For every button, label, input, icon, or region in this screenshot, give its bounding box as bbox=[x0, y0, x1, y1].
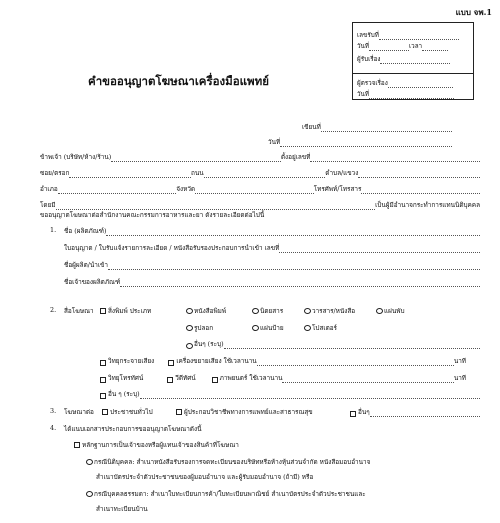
license-field[interactable] bbox=[279, 246, 480, 253]
print-other-label: อื่นๆ (ระบุ) bbox=[194, 340, 224, 348]
applicant-name-field[interactable] bbox=[111, 155, 281, 162]
audio-minutes-label: นาที bbox=[453, 357, 466, 365]
poster-option bbox=[304, 323, 337, 333]
juristic-radio[interactable] bbox=[86, 459, 93, 465]
person-option bbox=[86, 489, 366, 499]
checker-line bbox=[357, 78, 453, 88]
subdistrict-field[interactable] bbox=[358, 171, 480, 178]
owner-label: ชื่อเจ้าของผลิตภัณฑ์ bbox=[64, 278, 121, 286]
public-option bbox=[102, 407, 153, 417]
newspaper-radio[interactable] bbox=[186, 308, 193, 314]
representative-line bbox=[40, 200, 480, 210]
public-checkbox[interactable] bbox=[102, 409, 108, 415]
phone-field[interactable] bbox=[361, 187, 480, 194]
product-name-label: ชื่อ (ผลิตภัณฑ์) bbox=[64, 227, 107, 235]
written-at-line bbox=[302, 122, 452, 132]
date-line bbox=[268, 137, 452, 147]
section-3-number: 3. bbox=[50, 407, 57, 415]
brochure-option bbox=[376, 306, 405, 316]
newspaper-label: หนังสือพิมพ์ bbox=[194, 307, 227, 315]
media-other-checkbox[interactable] bbox=[100, 393, 106, 399]
receipt-date-label: วันที่ bbox=[357, 43, 369, 50]
magazine-option bbox=[252, 306, 283, 316]
written-at-label: เขียนที่ bbox=[302, 123, 321, 131]
applicant-name-label: ข้าพเจ้า (บริษัท/ห้าง/ร้าน) bbox=[40, 153, 112, 161]
professional-label: ผู้ประกอบวิชาชีพทางการแพทย์และสาธารณสุข bbox=[184, 408, 313, 416]
manufacturer-field[interactable] bbox=[108, 263, 480, 270]
sticker-radio[interactable] bbox=[186, 325, 193, 331]
movie-minutes-field[interactable] bbox=[282, 376, 453, 383]
print-other-radio[interactable] bbox=[186, 343, 193, 349]
poster-radio[interactable] bbox=[304, 325, 311, 331]
video-label: วีดีทัศน์ bbox=[175, 374, 196, 382]
audio-minutes-field[interactable] bbox=[257, 359, 454, 366]
target-other-label: อื่นๆ bbox=[358, 408, 370, 416]
magazine-label: นิตยสาร bbox=[260, 307, 284, 315]
banner-label: แผ่นป้าย bbox=[260, 324, 284, 332]
brochure-label: แผ่นพับ bbox=[384, 307, 405, 315]
section-2-number: 2. bbox=[50, 306, 57, 314]
sticker-label: รูปลอก bbox=[194, 324, 214, 332]
media-label: สื่อโฆษณา bbox=[64, 307, 94, 315]
juristic-continued: สำเนาบัตรประจำตัวประชาชนของผู้มอบอำนาจ และผู้รับมอบอำนาจ (ถ้ามี) หรือ bbox=[96, 473, 314, 481]
journal-radio[interactable] bbox=[304, 308, 311, 314]
tv-checkbox[interactable] bbox=[100, 377, 106, 383]
brochure-radio[interactable] bbox=[376, 308, 383, 314]
by-label: โดยมี bbox=[40, 201, 56, 209]
alley-label: ซอย/ตรอก bbox=[40, 169, 70, 177]
banner-option bbox=[252, 323, 284, 333]
person-label: กรณีบุคคลธรรมดา: สำเนาใบทะเบียนการค้า/ใบทะเบียนพาณิชย์ สำเนาบัตรประจำตัวประชาชนและ bbox=[94, 490, 366, 498]
journal-label: วารสาร/หนังสือ bbox=[312, 307, 356, 315]
radio-checkbox[interactable] bbox=[100, 360, 106, 366]
owner-proof-option bbox=[74, 440, 239, 450]
receipt-divider bbox=[353, 73, 473, 74]
owner-proof-checkbox[interactable] bbox=[74, 442, 80, 448]
written-at-field[interactable] bbox=[321, 125, 452, 132]
district-line bbox=[40, 184, 480, 194]
check-date-label: วันที่ bbox=[357, 91, 369, 98]
license-line bbox=[64, 243, 480, 253]
province-label: จังหวัด bbox=[176, 185, 196, 193]
video-checkbox[interactable] bbox=[167, 377, 173, 383]
print-checkbox[interactable] bbox=[100, 308, 106, 314]
receipt-time-label: เวลา bbox=[409, 43, 423, 50]
representative-field[interactable] bbox=[56, 203, 376, 210]
subdistrict-label: ตำบล/แขวง bbox=[325, 169, 359, 177]
road-label: ถนน bbox=[191, 169, 204, 177]
banner-radio[interactable] bbox=[252, 325, 259, 331]
section-4-number: 4. bbox=[50, 424, 57, 432]
date-label: วันที่ bbox=[268, 138, 281, 146]
owner-field[interactable] bbox=[120, 280, 480, 287]
district-field[interactable] bbox=[58, 187, 177, 194]
juristic-option bbox=[86, 457, 370, 467]
magazine-radio[interactable] bbox=[252, 308, 259, 314]
applicant-line bbox=[40, 152, 480, 162]
check-date-line bbox=[357, 89, 454, 99]
movie-label: ภาพยนตร์ ใช้เวลานาน bbox=[219, 374, 283, 382]
audio-device-checkbox[interactable] bbox=[168, 360, 174, 366]
person-radio[interactable] bbox=[86, 491, 93, 497]
product-name-line bbox=[64, 226, 480, 236]
tv-label: วิทยุโทรทัศน์ bbox=[108, 374, 144, 382]
alley-field[interactable] bbox=[69, 171, 191, 178]
journal-option bbox=[304, 306, 355, 316]
section-1-number: 1. bbox=[50, 226, 57, 234]
request-text: ขออนุญาตโฆษณาต่อสำนักงานคณะกรรมการอาหารและยา ดังรายละเอียดต่อไปนี้ bbox=[40, 211, 265, 219]
owner-proof-label: หลักฐานการเป็นเจ้าของหรือผู้แทนเจ้าของสินค้าที่โฆษณา bbox=[82, 441, 239, 449]
person-continued: สำเนาทะเบียนบ้าน bbox=[96, 505, 148, 513]
receipt-date-line bbox=[357, 41, 448, 51]
radio-label: วิทยุกระจายเสียง bbox=[108, 357, 155, 365]
owner-line bbox=[64, 277, 480, 287]
movie-checkbox[interactable] bbox=[212, 377, 218, 383]
tv-line bbox=[100, 373, 466, 383]
date-field[interactable] bbox=[280, 140, 452, 147]
media-other-label: อื่น ๆ (ระบุ) bbox=[108, 390, 140, 398]
evidence-label: ได้แนบเอกสารประกอบการขออนุญาตโฆษณาดังนี้ bbox=[64, 425, 202, 433]
province-field[interactable] bbox=[195, 187, 314, 194]
check-date-field[interactable] bbox=[369, 92, 454, 99]
product-name-field[interactable] bbox=[106, 229, 480, 236]
road-field[interactable] bbox=[204, 171, 326, 178]
manufacturer-line bbox=[64, 260, 480, 270]
district-label: อำเภอ bbox=[40, 185, 58, 193]
checker-field[interactable] bbox=[388, 81, 453, 88]
media-other-field[interactable] bbox=[140, 392, 480, 399]
receipt-no-field[interactable] bbox=[379, 33, 459, 40]
target-other-field[interactable] bbox=[370, 410, 480, 417]
receipt-date-field[interactable] bbox=[369, 44, 409, 51]
juristic-label: กรณีนิติบุคคล: สำเนาหนังสือรับรองการจดทะเบียนของบริษัทหรือห้างหุ้นส่วนจำกัด หนังสือมอบอำนาจ bbox=[94, 458, 371, 466]
professional-option bbox=[176, 407, 313, 417]
media-other-line bbox=[100, 389, 480, 399]
address-no-field[interactable] bbox=[310, 155, 480, 162]
audio-device-label: เครื่องขยายเสียง ใช้เวลานาน bbox=[176, 357, 257, 365]
form-code: แบบ จพ.1 bbox=[455, 7, 492, 17]
representative-label: เป็นผู้มีอำนาจกระทำการแทนนิติบุคคล bbox=[375, 201, 480, 209]
license-label: ใบอนุญาต / ใบรับแจ้งรายการละเอียด / หนังสือรับรองประกอบการนำเข้า เลขที่ bbox=[64, 244, 280, 252]
target-label: โฆษณาต่อ bbox=[64, 408, 94, 416]
newspaper-option bbox=[186, 306, 226, 316]
target-other-line bbox=[350, 407, 480, 417]
receipt-no-label: เลขรับที่ bbox=[357, 32, 379, 39]
target-other-checkbox[interactable] bbox=[350, 411, 356, 417]
address-no-label: ตั้งอยู่เลขที่ bbox=[280, 153, 311, 161]
radio-audio-line bbox=[100, 356, 466, 366]
receiver-field[interactable] bbox=[380, 57, 450, 64]
print-other-line bbox=[186, 339, 480, 349]
checker-label: ผู้ตรวจเรื่อง bbox=[357, 80, 388, 87]
print-label: สิ่งพิมพ์ ประเภท bbox=[108, 307, 152, 315]
receipt-no-line bbox=[357, 30, 459, 40]
form-title: คำขออนุญาตโฆษณาเครื่องมือแพทย์ bbox=[88, 74, 269, 88]
receiver-line bbox=[357, 54, 450, 64]
movie-minutes-label: นาที bbox=[453, 374, 466, 382]
receiver-label: ผู้รับเรื่อง bbox=[357, 56, 381, 63]
poster-label: โปสเตอร์ bbox=[312, 324, 337, 332]
address-line bbox=[40, 168, 480, 178]
print-option bbox=[100, 306, 151, 316]
phone-label: โทรศัพท์/โทรสาร bbox=[313, 185, 362, 193]
receipt-box bbox=[352, 22, 474, 100]
professional-checkbox[interactable] bbox=[176, 409, 182, 415]
sticker-option bbox=[186, 323, 213, 333]
public-label: ประชาชนทั่วไป bbox=[110, 408, 153, 416]
manufacturer-label: ชื่อผู้ผลิต/นำเข้า bbox=[64, 261, 108, 269]
receipt-time-field[interactable] bbox=[422, 44, 448, 51]
print-other-field[interactable] bbox=[224, 342, 480, 349]
